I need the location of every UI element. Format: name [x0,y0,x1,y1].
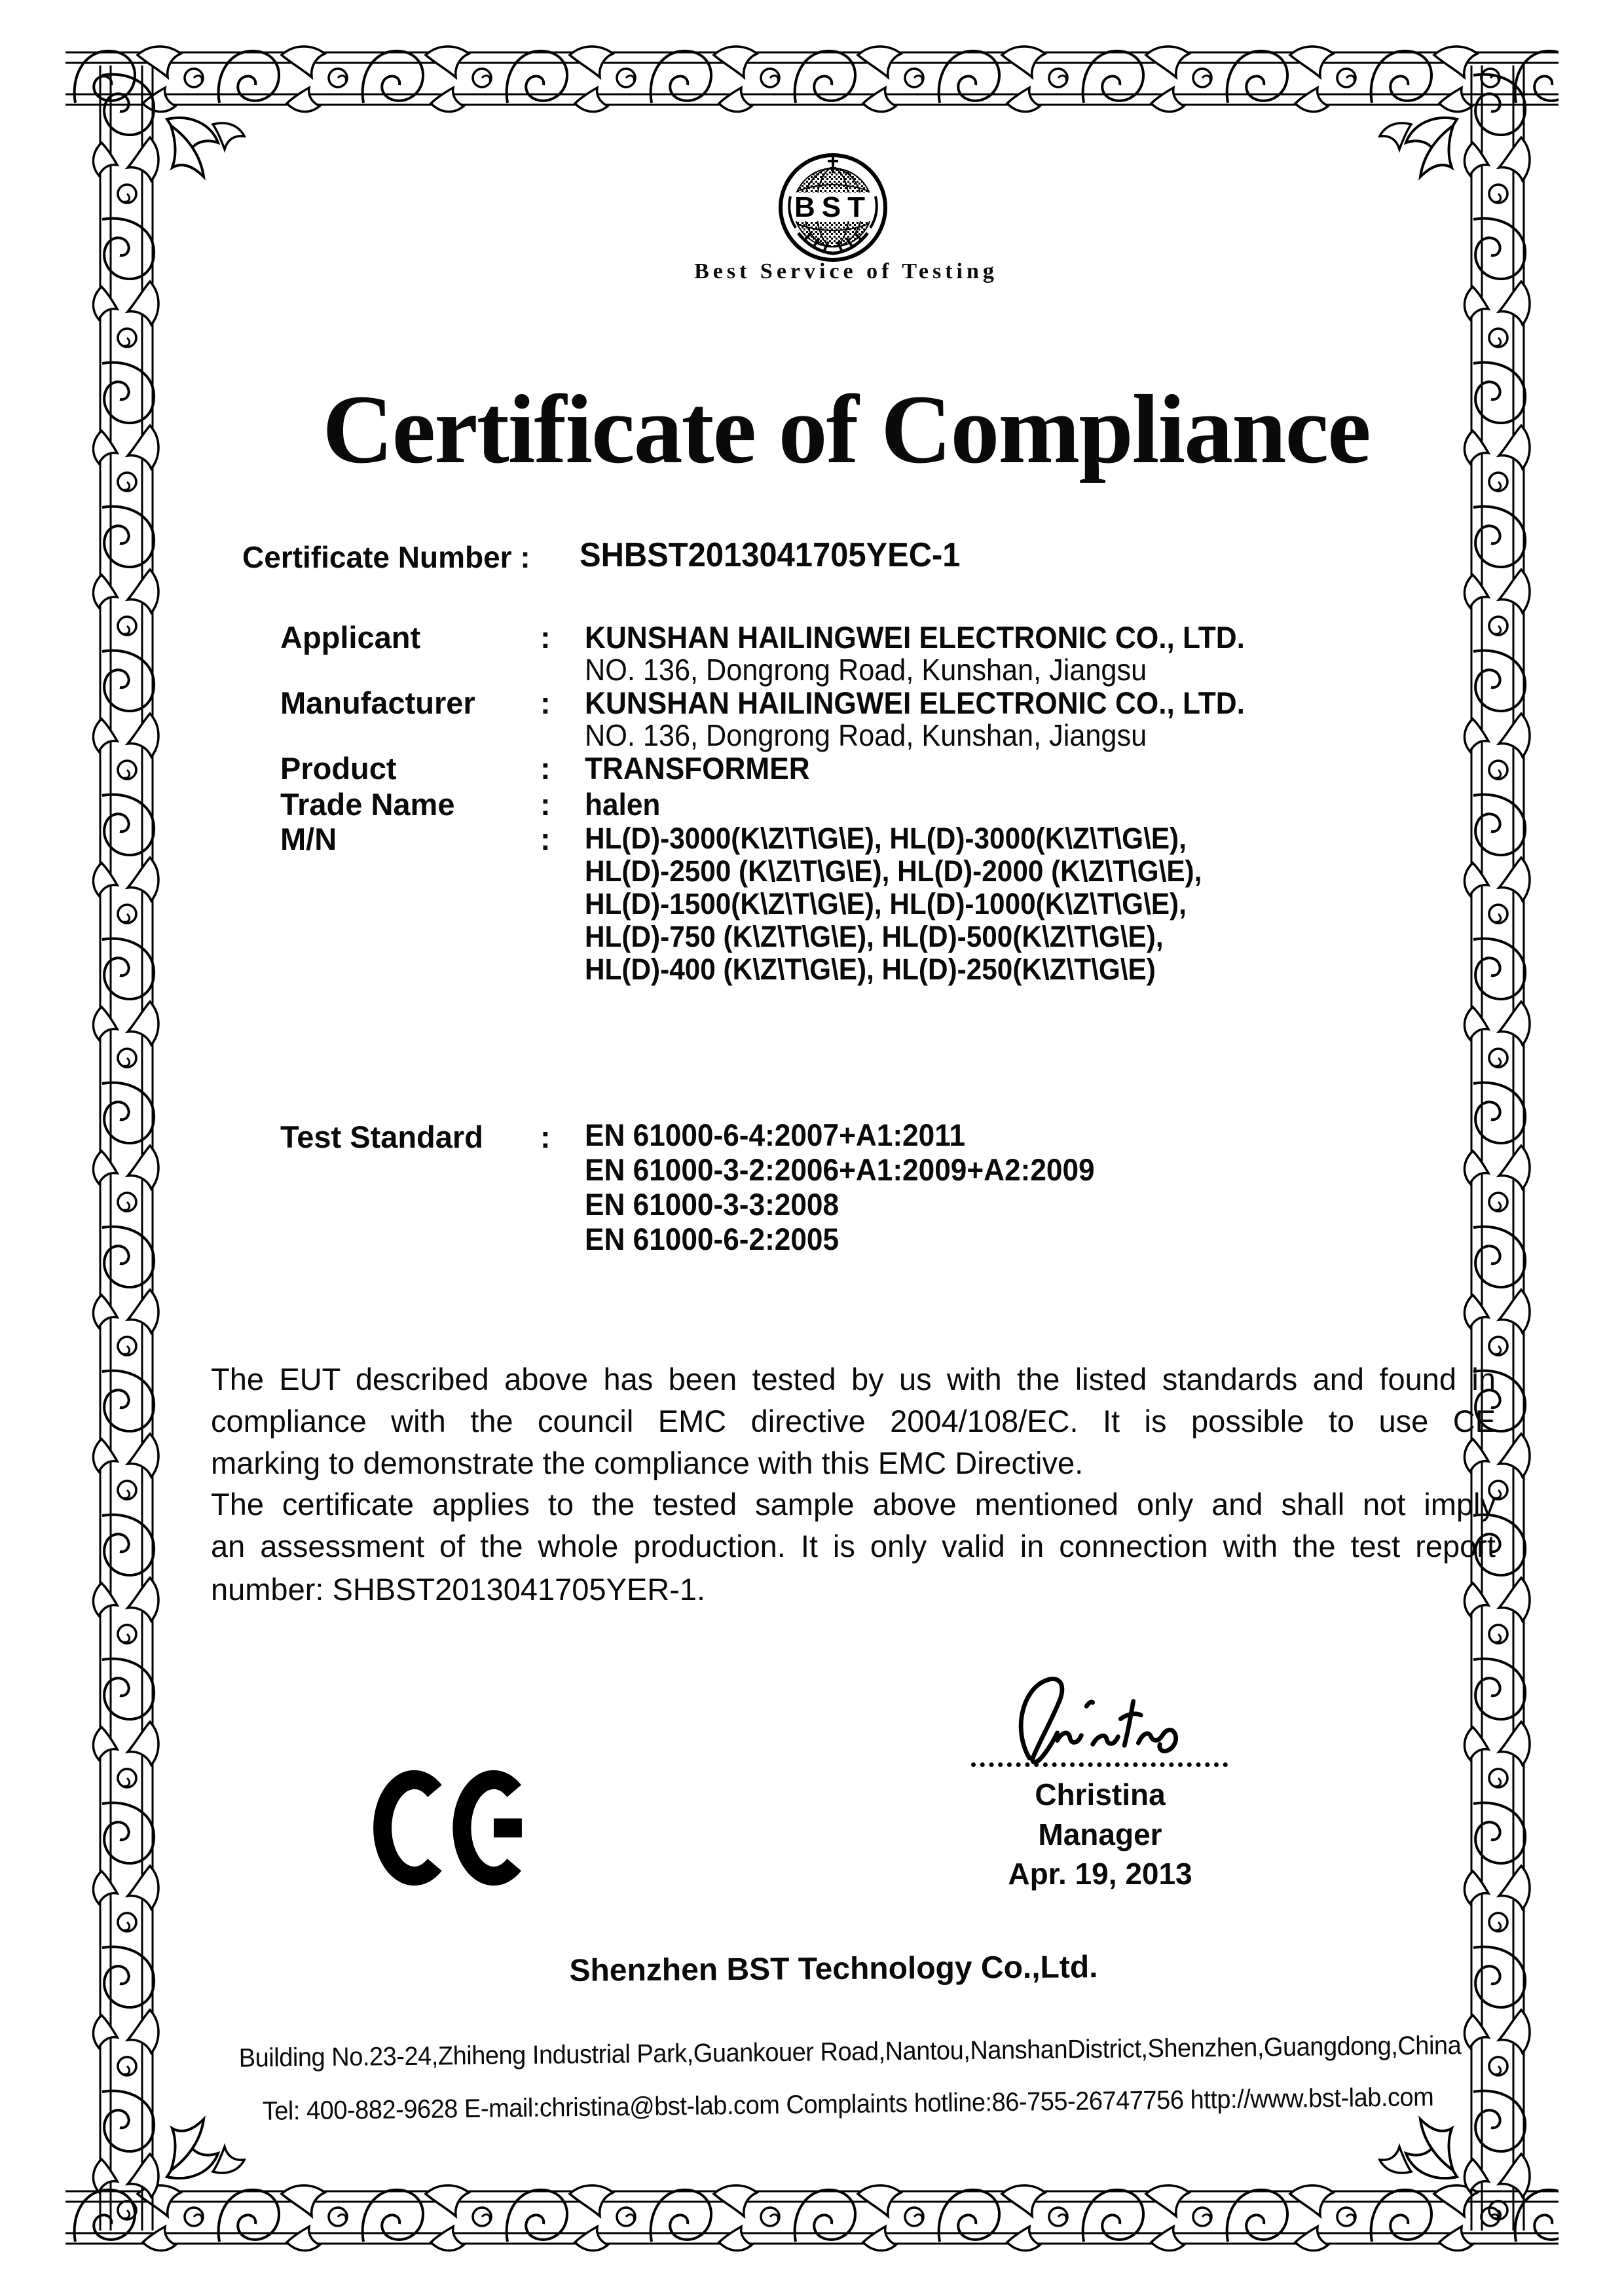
bst-logo [776,151,891,265]
body-line: compliance with the council EMC directive 2004/108/EC. It is possible to use CE [211,1404,1496,1438]
product-value: TRANSFORMER [585,751,810,786]
signature-date: Apr. 19, 2013 [1008,1857,1192,1891]
trade-name-label: Trade Name [280,787,455,822]
logo-abbr-text: BST [794,191,872,223]
mn-line: HL(D)-3000(K\Z\T\G\E), HL(D)-3000(K\Z\T\G\E), [585,822,1187,855]
mn-line: HL(D)-1500(K\Z\T\G\E), HL(D)-1000(K\Z\T\G\E), [585,887,1187,920]
trade-name-value: halen [585,787,661,822]
footer-contact: Tel: 400-882-9628 E-mail:christina@bst-lab.com Complaints hotline:86-755-26747756 http://www.bst-lab.com [262,2083,1434,2126]
applicant-value: KUNSHAN HAILINGWEI ELECTRONIC CO., LTD. [585,620,1245,655]
manufacturer-label: Manufacturer [280,685,475,720]
mn-line: HL(D)-2500 (K\Z\T\G\E), HL(D)-2000 (K\Z\T\G\E), [585,854,1202,888]
page-title: Certificate of Compliance [322,375,1370,484]
test-standard-line: EN 61000-6-2:2005 [585,1222,840,1256]
mn-colon: : [540,822,551,856]
footer-company: Shenzhen BST Technology Co.,Ltd. [569,1950,1098,1988]
test-standard-colon: : [540,1120,551,1154]
manufacturer-value: KUNSHAN HAILINGWEI ELECTRONIC CO., LTD. [585,685,1245,720]
product-label: Product [280,751,397,786]
test-standard-line: EN 61000-3-2:2006+A1:2009+A2:2009 [585,1152,1095,1187]
signer-name: Christina [1035,1777,1166,1812]
trade-name-colon: : [540,787,551,822]
body-line: The EUT described above has been tested by us with the listed standards and found in [211,1362,1496,1396]
mn-line: HL(D)-750 (K\Z\T\G\E), HL(D)-500(K\Z\T\G\E), [585,920,1164,953]
body-line: The certificate applies to the tested sample above mentioned only and shall not imply [211,1487,1496,1522]
test-standard-line: EN 61000-3-3:2008 [585,1187,840,1222]
signer-role: Manager [1038,1817,1162,1851]
certificate-number-label: Certificate Number : [242,540,530,574]
test-standard-label: Test Standard [280,1120,483,1154]
ce-mark-icon [365,1768,549,1888]
mn-label: M/N [280,822,337,856]
manufacturer-address: NO. 136, Dongrong Road, Kunshan, Jiangsu [585,718,1147,752]
signature-line [971,1762,1228,1767]
manufacturer-colon: : [540,685,551,720]
applicant-label: Applicant [280,620,421,655]
mn-line: HL(D)-400 (K\Z\T\G\E), HL(D)-250(K\Z\T\G\E) [585,953,1156,986]
applicant-address: NO. 136, Dongrong Road, Kunshan, Jiangsu [585,653,1147,687]
body-line: number: SHBST2013041705YER-1. [211,1572,706,1607]
footer-address: Building No.23-24,Zhiheng Industrial Park,Guankouer Road,Nantou,NanshanDistrict,Shenzhen,Guangdong,China [238,2031,1462,2073]
signature-script [1012,1669,1202,1771]
logo-tagline: Best Service of Testing [694,259,998,283]
product-colon: : [540,751,551,786]
test-standard-line: EN 61000-6-4:2007+A1:2011 [585,1118,965,1152]
certificate-number-value: SHBST2013041705YEC-1 [580,536,961,574]
body-line: an assessment of the whole production. It is only valid in connection with the test report [211,1529,1496,1563]
body-line: marking to demonstrate the compliance with this EMC Directive. [211,1446,1084,1480]
applicant-colon: : [540,620,551,655]
